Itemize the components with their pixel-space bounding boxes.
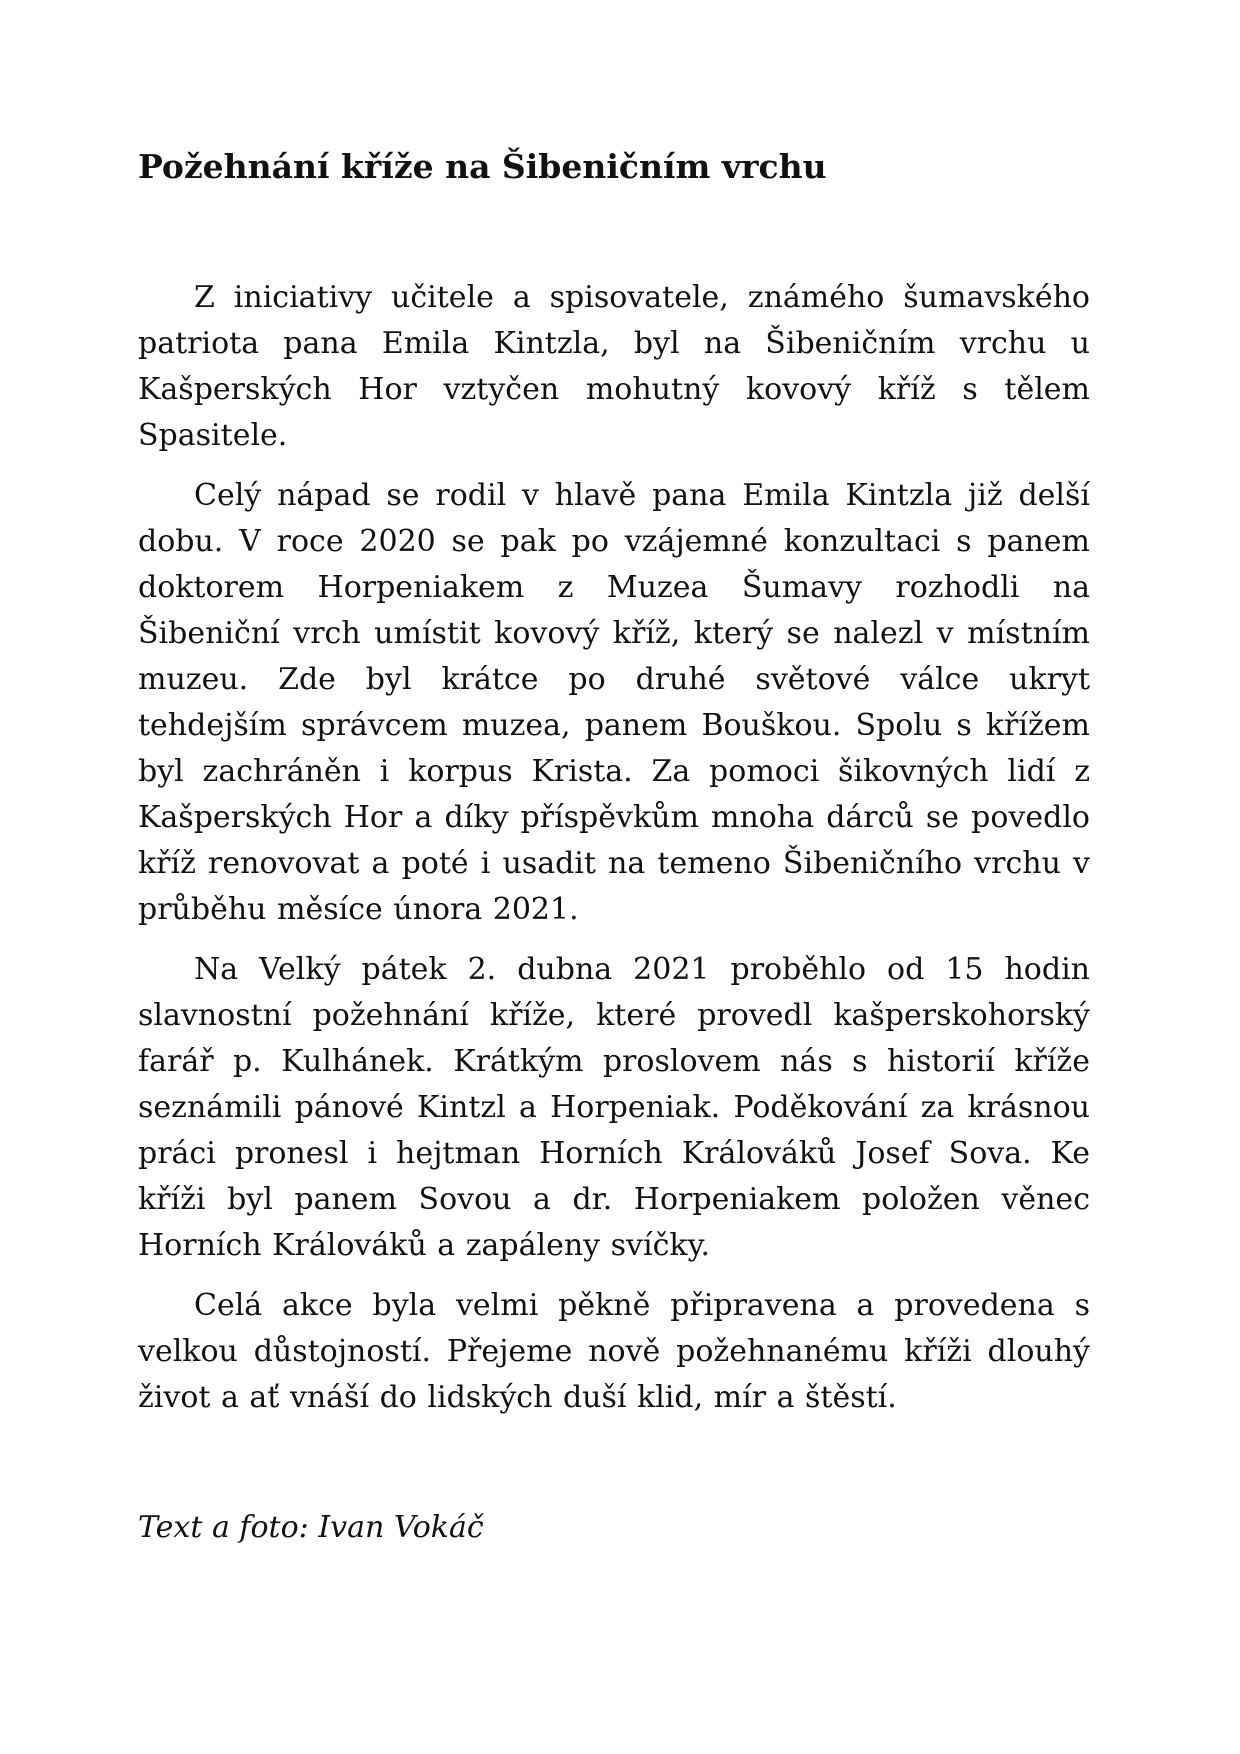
body-paragraph-2: Celý nápad se rodil v hlavě pana Emila Kintzla již delší dobu. V roce 2020 se pak po vzájemné konzultaci s panem doktorem Horpeniakem z Muzea Šumavy rozhodli na Šibeniční vrch umístit kovový kříž, který se nalezl v místním muzeu. Zde byl krátce po druhé světové válce ukryt tehdejším správcem muzea, panem Bouškou. Spolu s křížem byl zachráněn i korpus Krista. Za pomoci šikovných lidí z Kašperských Hor a díky příspěvkům mnoha dárců se povedlo kříž renovovat a poté i usadit na temeno Šibeničního vrchu v průběhu měsíce února 2021. [138,478,1090,927]
body-paragraph-3: Na Velký pátek 2. dubna 2021 proběhlo od 15 hodin slavnostní požehnání kříže, které provedl kašperskohorský farář p. Kulhánek. Krátkým proslovem nás s historií kříže seznámili pánové Kintzl a Horpeniak. Poděkování za krásnou práci pronesl i hejtman Horních Králováků Josef Sova. Ke kříži byl panem Sovou a dr. Horpeniakem položen věnec Horních Králováků a zapáleny svíčky. [138,952,1090,1263]
document-title: Požehnání kříže na Šibeničním vrchu [138,147,827,186]
body-paragraph-4: Celá akce byla velmi pěkně připravena a provedena s velkou důstojností. Přejeme nově požehnanému kříži dlouhý život a ať vnáší do lidských duší klid, mír a štěstí. [138,1288,1090,1415]
signature-line: Text a foto: Ivan Vokáč [138,1510,484,1545]
body-paragraph-1: Z iniciativy učitele a spisovatele, známého šumavského patriota pana Emila Kintzla, byl na Šibeničním vrchu u Kašperských Hor vztyčen mohutný kovový kříž s tělem Spasitele. [138,280,1090,453]
